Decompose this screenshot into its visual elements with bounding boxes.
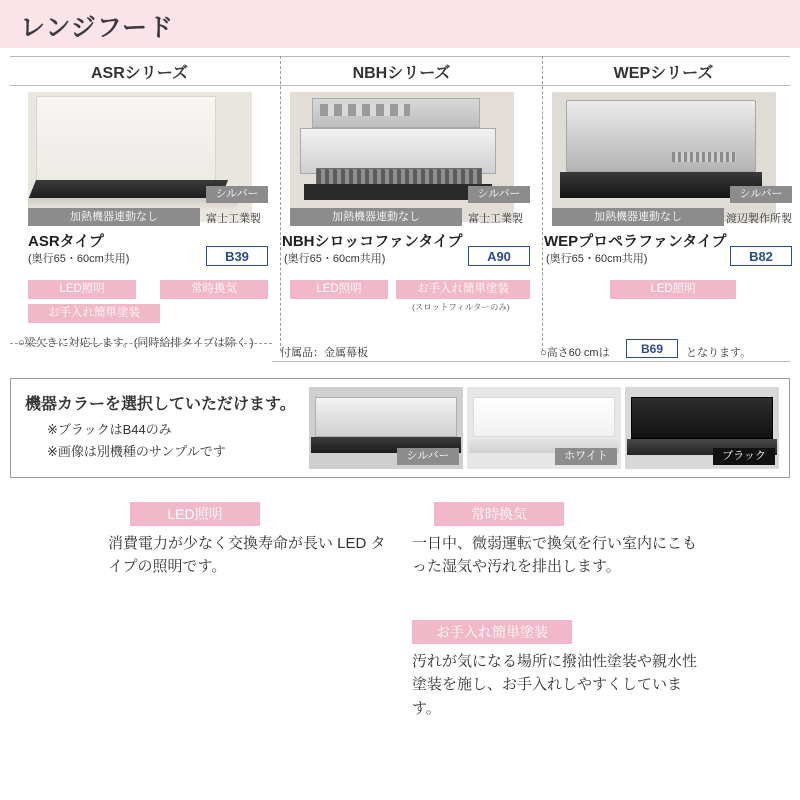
asr-tag-coating: お手入れ簡単塗装 xyxy=(28,304,160,323)
asr-tag-led: LED照明 xyxy=(28,280,136,299)
series-title-asr: ASRシリーズ xyxy=(91,65,188,82)
wep-note-code: B69 xyxy=(626,339,678,358)
white-hood-sample xyxy=(467,387,621,469)
nbh-tag-coating: お手入れ簡単塗装 xyxy=(396,280,530,299)
color-panel-note-2: ※画像は別機種のサンプルです xyxy=(47,444,226,459)
swatch-label-black: ブラック xyxy=(713,448,775,465)
wep-color-tag: シルバー xyxy=(730,186,792,203)
wep-note-suffix: となります。 xyxy=(686,347,752,359)
nbh-color-tag: シルバー xyxy=(468,186,530,203)
wep-code-box: B82 xyxy=(730,246,792,266)
page-title: レンジフード xyxy=(20,14,175,42)
nbh-note: 付属品：金属幕板 xyxy=(280,347,368,359)
series-column-asr xyxy=(10,56,269,356)
feature-tag-ventilation: 常時換気 xyxy=(434,502,564,526)
series-column-wep xyxy=(534,56,793,359)
feature-text-coating: 汚れが気になる場所に撥油性塗装や親水性塗装を施し、お手入れしやすくしています。 xyxy=(412,653,698,717)
table-bottom-rule xyxy=(272,361,790,362)
series-title-nbh: NBHシリーズ xyxy=(352,65,451,82)
series-column-nbh xyxy=(272,56,531,359)
color-panel-title: 機器カラーを選択していただけます。 xyxy=(25,396,296,413)
asr-type-sub: (奥行65・60cm共用) xyxy=(28,253,130,265)
color-panel-note-1: ※ブラックはB44のみ xyxy=(47,422,172,437)
wep-tag-led: LED照明 xyxy=(610,280,736,299)
asr-bottom-dash xyxy=(10,343,272,344)
black-hood-sample xyxy=(625,387,779,469)
nbh-tag-note: (スロットフィルターのみ) xyxy=(412,302,510,312)
asr-color-tag: シルバー xyxy=(206,186,268,203)
color-select-panel xyxy=(10,378,790,478)
series-comparison-table xyxy=(10,56,792,359)
wep-note-prefix: ○高さ60 cmは xyxy=(540,347,610,359)
nbh-code-box: A90 xyxy=(468,246,530,266)
nbh-grey-bar-label: 加熱機器連動なし xyxy=(290,208,462,226)
swatch-label-white: ホワイト xyxy=(555,448,617,465)
swatch-label-silver: シルバー xyxy=(397,448,459,465)
feature-tag-led: LED照明 xyxy=(130,502,260,526)
silver-hood-sample xyxy=(309,387,463,469)
wep-grey-bar-label: 加熱機器連動なし xyxy=(552,208,724,226)
nbh-maker: 富士工業製 xyxy=(468,213,523,225)
asr-maker: 富士工業製 xyxy=(206,213,261,225)
wep-maker: 渡辺製作所製 xyxy=(726,213,792,225)
feature-text-ventilation: 一日中、微弱運転で換気を行い室内にこもった湿気や汚れを排出します。 xyxy=(412,535,698,576)
asr-note: ○梁欠きに対応します。(同時給排タイプは除く ) xyxy=(18,337,254,349)
asr-type-name: ASRタイプ xyxy=(28,233,104,250)
nbh-type-name: NBHシロッコファンタイプ xyxy=(282,233,463,250)
wep-type-sub: (奥行65・60cm共用) xyxy=(546,253,648,265)
asr-grey-bar-label: 加熱機器連動なし xyxy=(28,208,200,226)
nbh-tag-led: LED照明 xyxy=(290,280,388,299)
feature-tag-coating: お手入れ簡単塗装 xyxy=(412,620,572,644)
feature-text-led: 消費電力が少なく交換寿命が長い LED タイプの照明です。 xyxy=(108,535,386,576)
wep-type-name: WEPプロペラファンタイプ xyxy=(544,233,727,250)
series-title-wep: WEPシリーズ xyxy=(613,65,714,82)
asr-code-box: B39 xyxy=(206,246,268,266)
nbh-type-sub: (奥行65・60cm共用) xyxy=(284,253,386,265)
asr-tag-ventilation: 常時換気 xyxy=(160,280,268,299)
